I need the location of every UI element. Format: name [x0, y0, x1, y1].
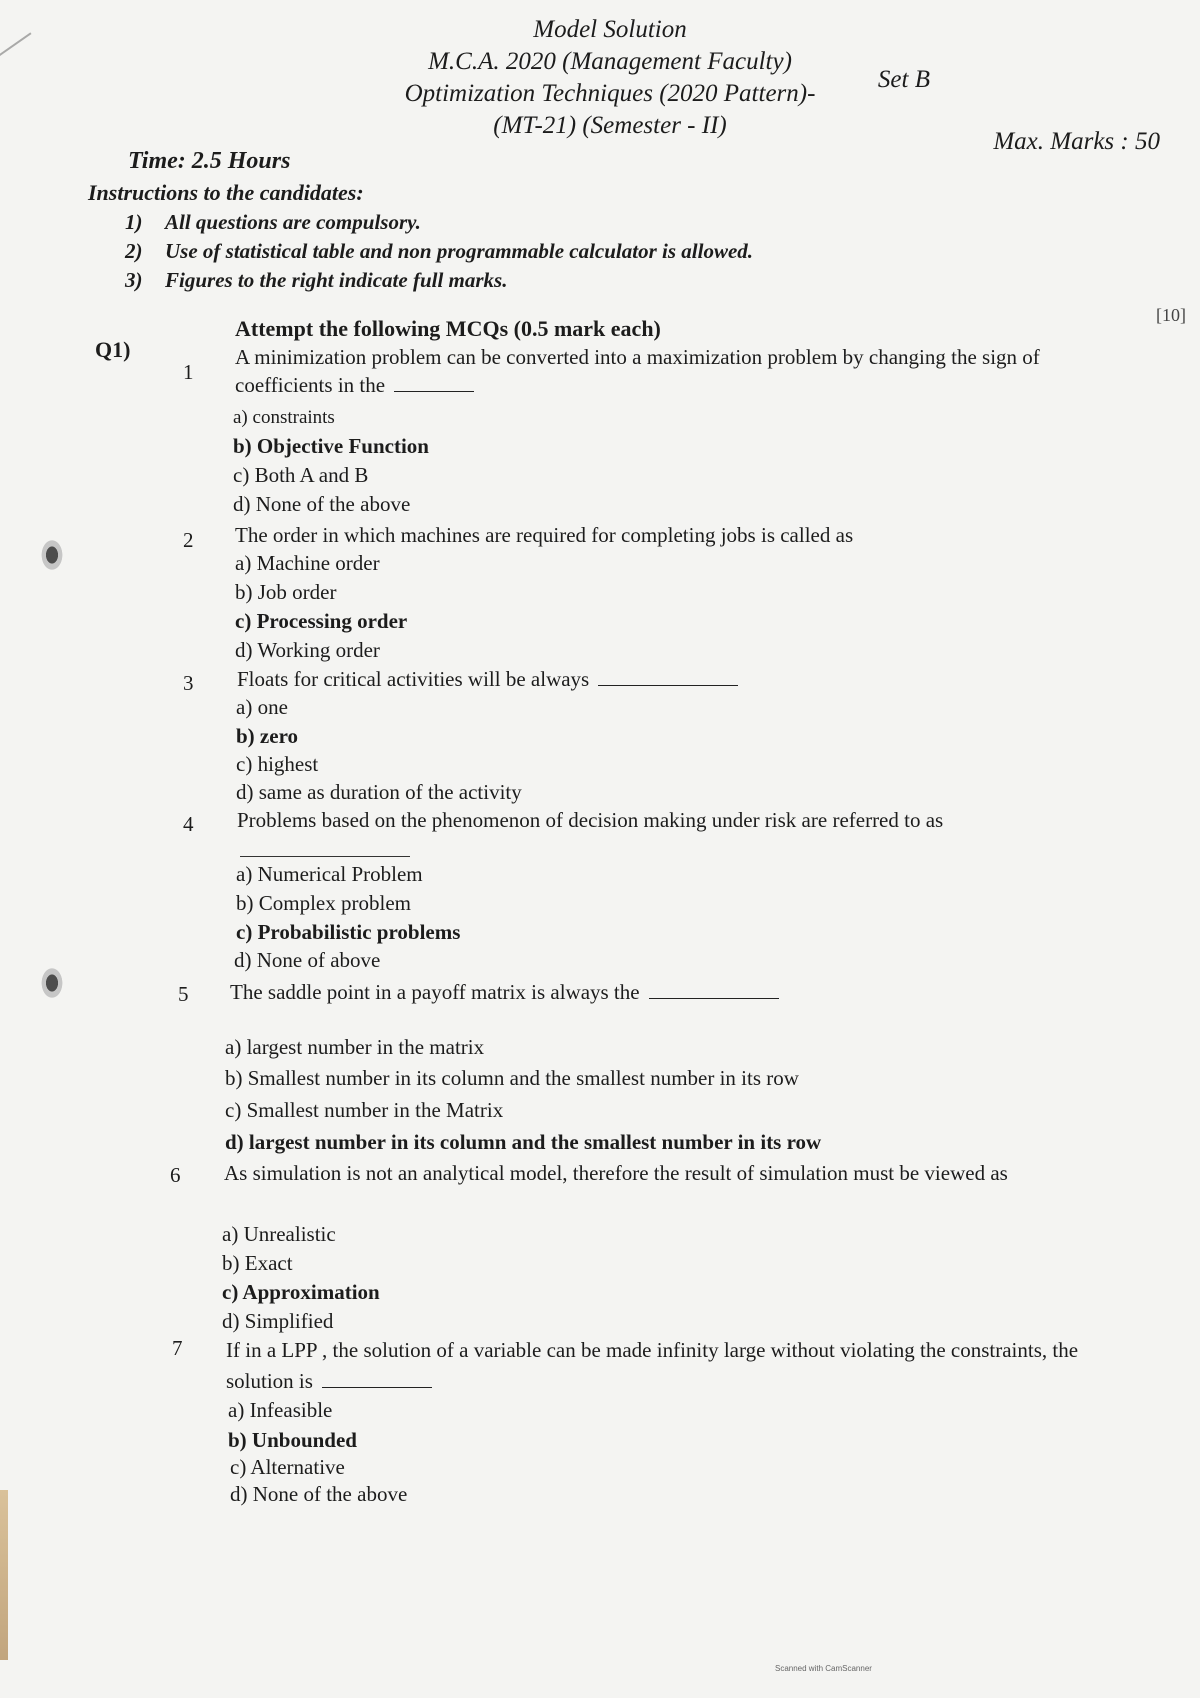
punch-hole-icon: [40, 538, 64, 572]
option: d) same as duration of the activity: [236, 780, 522, 804]
option-correct: c) Probabilistic problems: [236, 920, 461, 944]
option-correct: b) zero: [236, 724, 299, 748]
question-text: As simulation is not an analytical model, therefore the result of simulation must be viewed as: [224, 1161, 1008, 1185]
question-text: Problems based on the phenomenon of decision making under risk are referred to as: [237, 808, 944, 832]
header-title: Model Solution: [533, 16, 687, 43]
option: b) Job order: [235, 580, 337, 604]
question-number: 4: [183, 812, 194, 836]
option: a) constraints: [233, 407, 335, 428]
option: c) Alternative: [230, 1455, 345, 1479]
option-correct: d) largest number in its column and the smallest number in its row: [225, 1130, 822, 1154]
option: b) Complex problem: [236, 891, 411, 915]
option: c) Both A and B: [233, 463, 369, 487]
punch-hole-icon: [40, 966, 64, 1000]
option: c) highest: [236, 752, 319, 776]
option-correct: c) Processing order: [235, 609, 408, 633]
option: a) one: [236, 695, 288, 719]
question-number: 2: [183, 528, 194, 552]
max-marks: Max. Marks : 50: [993, 128, 1160, 155]
option: a) largest number in the matrix: [225, 1035, 485, 1059]
instructions-list: [125, 208, 753, 295]
header-set: Set B: [877, 66, 930, 93]
question-text: If in a LPP , the solution of a variable can be made infinity large without violating the constraints, the solution is: [226, 1338, 1079, 1393]
option: b) Exact: [222, 1251, 293, 1275]
option: a) Infeasible: [228, 1398, 333, 1422]
option: c) Smallest number in the Matrix: [225, 1098, 504, 1122]
question-number: 5: [178, 982, 189, 1006]
instruction-item: 2) Use of statistical table and non programmable calculator is allowed.: [125, 239, 754, 263]
option: d) None of above: [234, 948, 381, 972]
option: d) Simplified: [222, 1309, 334, 1333]
section-title: Attempt the following MCQs (0.5 mark each): [235, 316, 661, 341]
option-correct: c) Approximation: [222, 1280, 380, 1304]
option: b) Smallest number in its column and the smallest number in its row: [225, 1066, 799, 1090]
header-course: M.C.A. 2020 (Management Faculty): [428, 48, 792, 75]
instruction-item: 3) Figures to the right indicate full marks.: [125, 268, 508, 292]
scan-edge-artifact: [0, 1490, 8, 1660]
instruction-item: 1) All questions are compulsory.: [125, 210, 421, 234]
option: d) None of the above: [233, 492, 411, 516]
scan-artifact: [0, 32, 54, 89]
question-text: The order in which machines are required for completing jobs is called as: [235, 523, 854, 547]
exam-time: Time: 2.5 Hours: [128, 148, 291, 174]
option-correct: b) Unbounded: [228, 1428, 357, 1452]
exam-header: [300, 14, 930, 142]
header-code: (MT-21) (Semester - II): [493, 112, 727, 139]
question-number: 3: [183, 671, 194, 695]
header-subject: Optimization Techniques (2020 Pattern)-: [404, 80, 816, 107]
question-number: 7: [172, 1336, 183, 1360]
question-number: 1: [183, 360, 194, 384]
option: a) Unrealistic: [222, 1222, 336, 1246]
answer-blank: [240, 856, 410, 857]
option: a) Numerical Problem: [236, 862, 423, 886]
instructions-title: Instructions to the candidates:: [88, 180, 364, 205]
option-correct: b) Objective Function: [233, 434, 429, 458]
question-text: A minimization problem can be converted into a maximization problem by changing the sign of coefficients in the: [235, 345, 1040, 397]
option: a) Machine order: [235, 551, 380, 575]
question-marks: [10]: [1156, 305, 1186, 325]
question-text: Floats for critical activities will be always: [237, 665, 1137, 693]
question-label: Q1): [95, 337, 131, 362]
question-number: 6: [170, 1163, 181, 1187]
question-text: The saddle point in a payoff matrix is always the: [230, 978, 1130, 1006]
option: d) None of the above: [230, 1482, 408, 1506]
option: d) Working order: [235, 638, 380, 662]
scanner-watermark: Scanned with CamScanner: [775, 1664, 872, 1673]
